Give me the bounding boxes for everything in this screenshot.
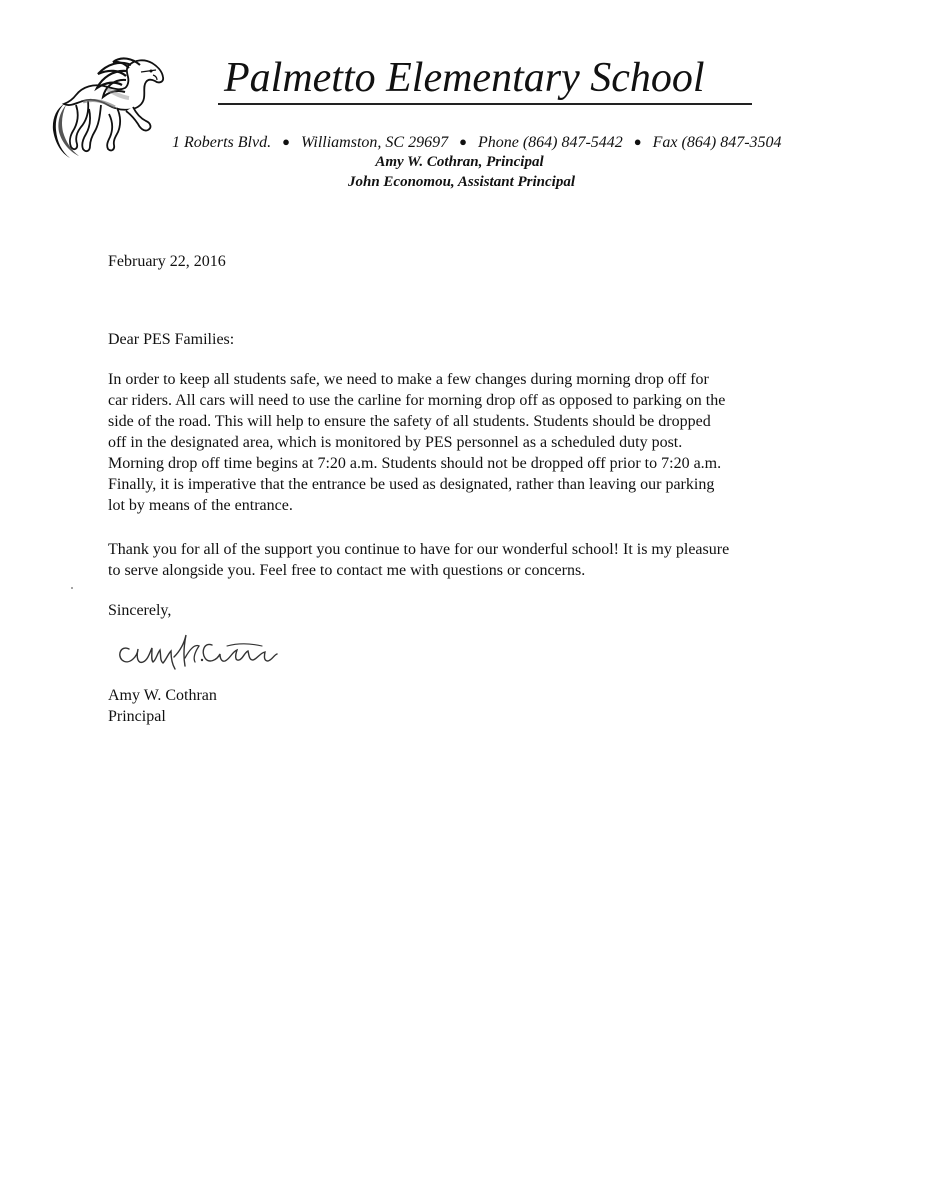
bullet-separator: ●	[282, 134, 290, 149]
bullet-separator: ●	[459, 134, 467, 149]
paragraph-line: lot by means of the entrance.	[108, 497, 293, 514]
letter-closing: Sincerely,	[108, 602, 172, 619]
paragraph-line: Morning drop off time begins at 7:20 a.m. Students should not be dropped off prior to 7:20 a.m.	[108, 455, 722, 472]
signer-title: Principal	[108, 708, 166, 725]
paragraph-line: Finally, it is imperative that the entrance be used as designated, rather than leaving our parking	[108, 476, 715, 493]
title-underline	[218, 103, 752, 105]
paragraph-line: to serve alongside you. Feel free to contact me with questions or concerns.	[108, 562, 586, 579]
phone-number: Phone (864) 847-5442	[477, 134, 623, 151]
assistant-principal-heading-line: John Economou, Assistant Principal	[347, 174, 575, 190]
signer-name: Amy W. Cothran	[108, 687, 217, 704]
paragraph-line: side of the road. This will help to ensure the safety of all students. Students should be dropped	[108, 413, 711, 430]
principal-heading-line: Amy W. Cothran, Principal	[375, 154, 544, 170]
city-state-zip: Williamston, SC 29697	[300, 134, 449, 151]
thank-you-paragraph	[108, 539, 833, 581]
letter-date: February 22, 2016	[108, 253, 226, 270]
horse-logo-icon	[52, 50, 172, 160]
paragraph-line: off in the designated area, which is monitored by PES personnel as a scheduled duty post.	[108, 434, 683, 451]
paragraph-line: Thank you for all of the support you continue to have for our wonderful school! It is my pleasure	[108, 541, 730, 558]
handwritten-signature	[113, 621, 283, 679]
street-address: 1 Roberts Blvd.	[172, 134, 272, 151]
drop-off-policy-paragraph	[108, 369, 833, 516]
fax-number: Fax (864) 847-3504	[652, 134, 782, 151]
bullet-separator: ●	[633, 134, 642, 149]
paragraph-line: car riders. All cars will need to use the carline for morning drop off as opposed to parking on the	[108, 392, 726, 409]
school-contact-line	[172, 134, 812, 152]
scan-mark	[71, 587, 73, 589]
paragraph-line: In order to keep all students safe, we need to make a few changes during morning drop off for	[108, 371, 709, 388]
school-name-title: Palmetto Elementary School	[224, 55, 705, 101]
letter-salutation: Dear PES Families:	[108, 331, 235, 348]
